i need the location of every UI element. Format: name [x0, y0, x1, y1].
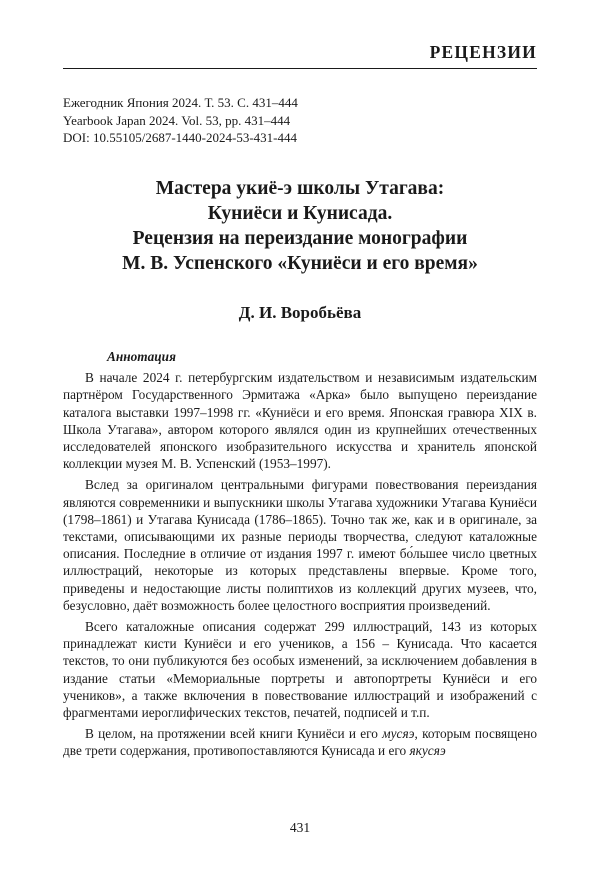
header-rule — [63, 68, 537, 69]
section-label: РЕЦЕНЗИИ — [430, 42, 537, 63]
citation-ru: Ежегодник Япония 2024. Т. 53. С. 431–444 — [63, 94, 298, 112]
title-line: Куниёси и Кунисада. — [40, 201, 560, 226]
abstract-paragraph: В начале 2024 г. петербургским издательством и независимым издательским партнёром Государственного Эрмитажа «Арка» было выпущено переиздание каталога выставки 1997–1998 гг. «Куниёси и его время. Японская гравюра XIX в. Школа Утагава», автором которого являлся один из крупнейших отечественных исследователей японского изобразительного искусства и хранитель японской коллекции музея М. В. Успенский (1953–1997). — [63, 369, 537, 472]
text-run: , которым посвящено две трети содержания, противопоставляются Кунисада и его — [63, 726, 537, 758]
citation-block — [63, 94, 298, 147]
citation-doi[interactable]: DOI: 10.55105/2687-1440-2024-53-431-444 — [63, 129, 298, 147]
abstract-section — [63, 348, 537, 760]
italic-term: мусяэ — [382, 726, 414, 741]
text-run: В целом, на протяжении всей книги Куниёси и его — [85, 726, 382, 741]
title-line: Мастера укиё-э школы Утагава: — [40, 176, 560, 201]
abstract-paragraph — [63, 725, 537, 759]
article-title — [40, 176, 560, 276]
page-number: 431 — [0, 820, 600, 836]
title-line: М. В. Успенского «Куниёси и его время» — [40, 251, 560, 276]
citation-en: Yearbook Japan 2024. Vol. 53, pp. 431–444 — [63, 112, 298, 130]
abstract-label: Аннотация — [63, 348, 537, 365]
author-name: Д. И. Воробьёва — [40, 303, 560, 323]
title-line: Рецензия на переиздание монографии — [40, 226, 560, 251]
abstract-paragraph: Всего каталожные описания содержат 299 иллюстраций, 143 из которых принадлежат кисти Куниёси и его учеников, а 156 – Кунисада. Что касается текстов, то они публикуются без особых изменений, за исключением добавления в издание статьи «Мемориальные портреты и автопортреты Куниёси и его учеников», а также включения в повествование иллюстраций и изображений с фрагментами иероглифических текстов, печатей, подписей и т.п. — [63, 618, 537, 721]
italic-term: якусяэ — [409, 743, 445, 758]
abstract-paragraph: Вслед за оригиналом центральными фигурами повествования переиздания являются современники и выпускники школы Утагава художники Утагава Куниёси (1798–1861) и Утагава Кунисада (1786–1865). Точно так же, как и в оригинале, за текстами, описывающими их разные периоды творчества, следуют каталожные описания. Последние в отличие от издания 1997 г. имеют бо́льшее число цветных иллюстраций, некоторые из которых представлены впервые. Кроме того, приведены и недостающие листы полиптихов из коллекций других музеев, что, безусловно, даёт возможность более целостного восприятия произведений. — [63, 476, 537, 614]
